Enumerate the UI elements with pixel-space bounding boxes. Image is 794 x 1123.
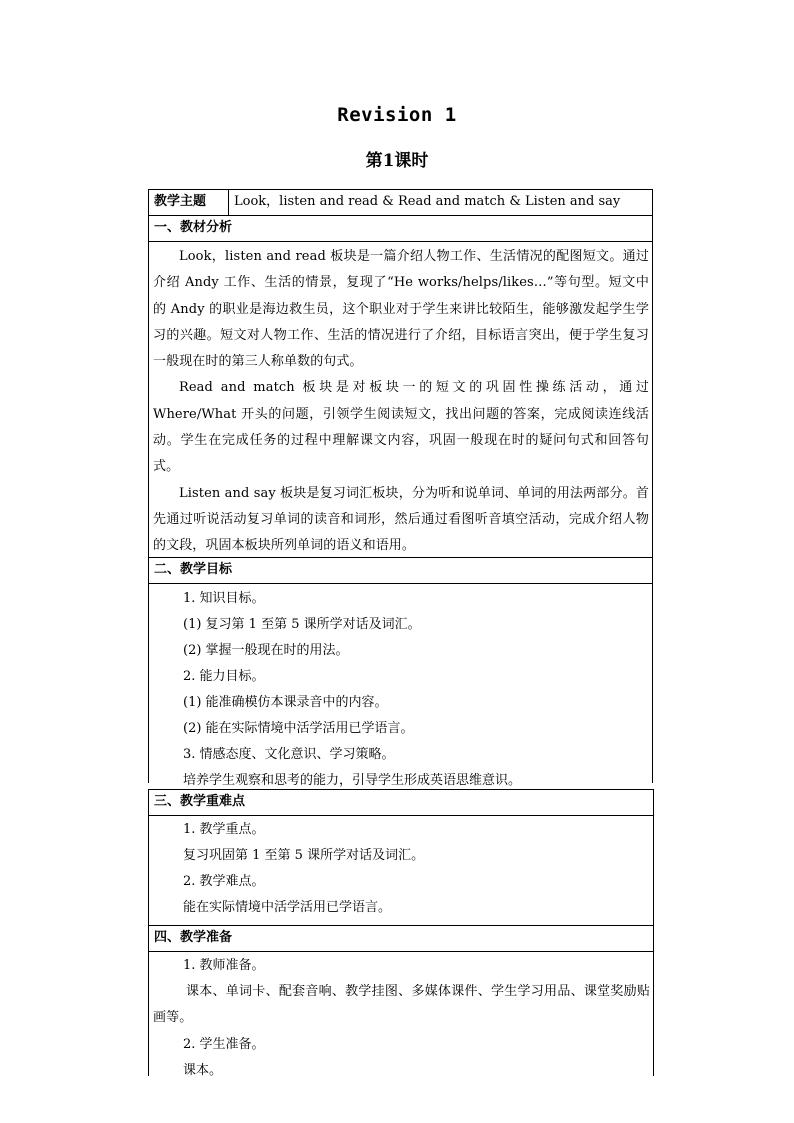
section-body-preparation [149, 952, 653, 1084]
preparation-line: 2. 学生准备。 [183, 1036, 265, 1052]
preparation-paragraph: 课本、单词卡、配套音响、教学挂图、多媒体课件、学生学习用品、课堂奖励贴画等。 [153, 984, 650, 1026]
keypoint-line: 2. 教学难点。 [183, 874, 265, 889]
objective-line: (1) 能准确模仿本课录音中的内容。 [183, 695, 388, 710]
page-subtitle: 第1课时 [365, 151, 429, 171]
topic-value: Look，listen and read & Read and match & Listen and say [234, 194, 621, 209]
objective-line: 1. 知识目标。 [183, 591, 265, 606]
analysis-paragraph: Read and match 板块是对板块一的短文的巩固性操练活动，通过 Where/What 开头的问题，引领学生阅读短文，找出问题的答案，完成阅读连线活动。学生在完成任务的过程中理解课文内容，巩固一般现在时的疑问句式和回答句式。 [153, 380, 649, 475]
section-body-analysis [149, 242, 652, 558]
keypoint-line: 能在实际情境中活学活用已学语言。 [183, 900, 392, 915]
objective-line: 培养学生观察和思考的能力，引导学生形成英语思维意识。 [183, 773, 522, 788]
objective-line: (2) 能在实际情境中活学活用已学语言。 [183, 721, 414, 736]
section-body-objectives [149, 584, 652, 794]
lesson-table-part2 [148, 789, 654, 1076]
section-body-keypoints [149, 816, 653, 926]
section-heading-objectives: 二、教学目标 [149, 558, 652, 584]
preparation-line: 课本。 [183, 1062, 223, 1078]
keypoint-line: 复习巩固第 1 至第 5 课所学对话及词汇。 [183, 848, 425, 863]
objective-line: 3. 情感态度、文化意识、学习策略。 [183, 747, 395, 762]
objective-line: (2) 掌握一般现在时的用法。 [183, 643, 349, 658]
objective-line: 2. 能力目标。 [183, 669, 265, 684]
analysis-paragraph: Look，listen and read 板块是一篇介绍人物工作、生活情况的配图短文。通过介绍 Andy 工作、生活的情景，复现了“He works/helps/likes…”等句型。短文中的 Andy 的职业是海边救生员，这个职业对于学生来讲比较陌生，能够激发起学生学习的兴趣。短文对人物工作、生活的情况进行了介绍，目标语言突出，便于学生复习一般现在时的第三人称单数的句式。 [153, 249, 649, 370]
preparation-line: 1. 教师准备。 [183, 958, 265, 973]
objective-line: (1) 复习第 1 至第 5 课所学对话及词汇。 [183, 617, 421, 632]
section-heading-analysis: 一、教材分析 [149, 216, 652, 242]
lesson-table-part1 [148, 189, 653, 788]
section-heading-preparation: 四、教学准备 [149, 926, 653, 952]
section-heading-keypoints: 三、教学重难点 [149, 790, 653, 816]
topic-row [149, 190, 652, 216]
topic-label: 教学主题 [149, 190, 229, 215]
keypoint-line: 1. 教学重点。 [183, 822, 265, 837]
analysis-paragraph: Listen and say 板块是复习词汇板块，分为听和说单词、单词的用法两部分。首先通过听说活动复习单词的读音和词形，然后通过看图听音填空活动，完成介绍人物的文段，巩固本板块所列单词的语义和语用。 [153, 485, 649, 554]
page-title: Revision 1 [337, 104, 457, 126]
